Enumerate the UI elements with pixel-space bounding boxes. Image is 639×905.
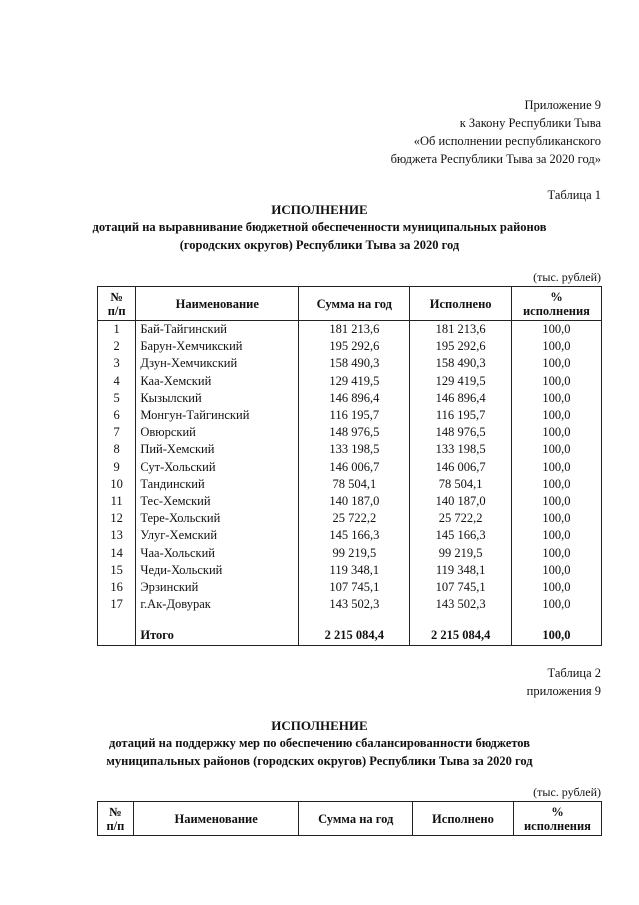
table2-subtitle-1: дотаций на поддержку мер по обеспечению сбалансированности бюджетов <box>109 736 530 750</box>
cell-num: 1 <box>98 321 136 339</box>
header-pct <box>511 287 601 321</box>
cell-pct: 100,0 <box>511 579 601 596</box>
cell-sum: 145 166,3 <box>299 527 410 544</box>
cell-pct: 100,0 <box>511 390 601 407</box>
table-row <box>98 527 602 544</box>
table1-subtitle-1: дотаций на выравнивание бюджетной обеспеченности муниципальных районов <box>92 220 547 234</box>
table2-header-pct-line-1: % <box>551 804 564 819</box>
table-row <box>98 476 602 493</box>
cell-sum: 107 745,1 <box>299 579 410 596</box>
table-row <box>98 390 602 407</box>
table2-title: ИСПОЛНЕНИЕ <box>271 718 368 733</box>
cell-num: 6 <box>98 407 136 424</box>
appendix-heading <box>391 96 601 168</box>
header-sum: Сумма на год <box>299 287 410 321</box>
cell-sum: 99 219,5 <box>299 545 410 562</box>
table2-subtitle-2: муниципальных районов (городских округов) Республики Тыва за 2020 год <box>106 754 533 768</box>
spacer-cell <box>299 613 410 627</box>
cell-exec: 143 502,3 <box>410 596 511 613</box>
cell-num: 10 <box>98 476 136 493</box>
cell-num: 9 <box>98 459 136 476</box>
cell-pct: 100,0 <box>511 355 601 372</box>
cell-pct: 100,0 <box>511 424 601 441</box>
cell-num: 8 <box>98 441 136 458</box>
cell-exec: 116 195,7 <box>410 407 511 424</box>
cell-sum: 158 490,3 <box>299 355 410 372</box>
cell-name: Каа-Хемский <box>136 373 299 390</box>
cell-name: Овюрский <box>136 424 299 441</box>
table2-header-sum: Сумма на год <box>299 802 413 836</box>
table-row <box>98 562 602 579</box>
cell-pct: 100,0 <box>511 459 601 476</box>
cell-pct: 100,0 <box>511 321 601 339</box>
cell-sum: 146 896,4 <box>299 390 410 407</box>
cell-num: 16 <box>98 579 136 596</box>
spacer-row <box>98 613 602 627</box>
table-row <box>98 373 602 390</box>
total-sum: 2 215 084,4 <box>299 627 410 645</box>
table-row <box>98 545 602 562</box>
cell-exec: 25 722,2 <box>410 510 511 527</box>
cell-sum: 195 292,6 <box>299 338 410 355</box>
appendix-line-3: «Об исполнении республиканского <box>413 134 601 148</box>
header-pct-line-2: исполнения <box>522 303 590 318</box>
header-num-line-1: № <box>110 289 123 304</box>
cell-name: Сут-Хольский <box>136 459 299 476</box>
cell-pct: 100,0 <box>511 407 601 424</box>
table2-header-pct <box>513 802 601 836</box>
cell-num: 15 <box>98 562 136 579</box>
cell-exec: 140 187,0 <box>410 493 511 510</box>
table1-body <box>98 321 602 646</box>
cell-sum: 129 419,5 <box>299 373 410 390</box>
cell-sum: 140 187,0 <box>299 493 410 510</box>
cell-sum: 143 502,3 <box>299 596 410 613</box>
cell-name: Чеди-Хольский <box>136 562 299 579</box>
cell-pct: 100,0 <box>511 527 601 544</box>
table1 <box>97 286 602 646</box>
cell-name: Дзун-Хемчикский <box>136 355 299 372</box>
spacer-cell <box>136 613 299 627</box>
cell-num: 12 <box>98 510 136 527</box>
cell-name: Пий-Хемский <box>136 441 299 458</box>
cell-pct: 100,0 <box>511 596 601 613</box>
cell-num: 11 <box>98 493 136 510</box>
table-row <box>98 441 602 458</box>
cell-name: Тандинский <box>136 476 299 493</box>
table-row <box>98 493 602 510</box>
header-num <box>98 287 136 321</box>
table-row <box>98 321 602 339</box>
cell-sum: 146 006,7 <box>299 459 410 476</box>
total-num <box>98 627 136 645</box>
cell-exec: 146 006,7 <box>410 459 511 476</box>
cell-sum: 116 195,7 <box>299 407 410 424</box>
table1-title: ИСПОЛНЕНИЕ <box>271 202 368 217</box>
cell-num: 7 <box>98 424 136 441</box>
cell-name: Тес-Хемский <box>136 493 299 510</box>
total-exec: 2 215 084,4 <box>410 627 511 645</box>
appendix-line-2: к Закону Республики Тыва <box>459 116 601 130</box>
table-row <box>98 596 602 613</box>
cell-name: г.Ак-Довурак <box>136 596 299 613</box>
cell-num: 5 <box>98 390 136 407</box>
table-row <box>98 459 602 476</box>
cell-exec: 99 219,5 <box>410 545 511 562</box>
cell-pct: 100,0 <box>511 493 601 510</box>
cell-exec: 133 198,5 <box>410 441 511 458</box>
cell-name: Монгун-Тайгинский <box>136 407 299 424</box>
spacer-cell <box>511 613 601 627</box>
spacer-cell <box>98 613 136 627</box>
header-pct-line-1: % <box>550 289 563 304</box>
table2-label-2: приложения 9 <box>526 684 601 698</box>
table2-label <box>527 664 601 700</box>
cell-sum: 148 976,5 <box>299 424 410 441</box>
cell-exec: 148 976,5 <box>410 424 511 441</box>
table2-header-exec: Исполнено <box>413 802 514 836</box>
table1-units: (тыс. рублей) <box>533 270 601 284</box>
header-name: Наименование <box>136 287 299 321</box>
cell-pct: 100,0 <box>511 510 601 527</box>
total-name: Итого <box>136 627 299 645</box>
cell-num: 14 <box>98 545 136 562</box>
cell-exec: 181 213,6 <box>410 321 511 339</box>
cell-exec: 146 896,4 <box>410 390 511 407</box>
cell-sum: 25 722,2 <box>299 510 410 527</box>
table2-label-1: Таблица 2 <box>547 666 601 680</box>
table2-header-name: Наименование <box>133 802 299 836</box>
appendix-line-4: бюджета Республики Тыва за 2020 год» <box>390 152 601 166</box>
cell-exec: 129 419,5 <box>410 373 511 390</box>
cell-exec: 158 490,3 <box>410 355 511 372</box>
cell-num: 4 <box>98 373 136 390</box>
total-pct: 100,0 <box>511 627 601 645</box>
table2-header-num <box>98 802 134 836</box>
cell-sum: 133 198,5 <box>299 441 410 458</box>
cell-sum: 119 348,1 <box>299 562 410 579</box>
table-row <box>98 355 602 372</box>
spacer-cell <box>410 613 511 627</box>
table1-subtitle-2: (городских округов) Республики Тыва за 2020 год <box>179 238 460 252</box>
cell-pct: 100,0 <box>511 373 601 390</box>
cell-pct: 100,0 <box>511 562 601 579</box>
cell-pct: 100,0 <box>511 338 601 355</box>
cell-exec: 78 504,1 <box>410 476 511 493</box>
cell-name: Тере-Хольский <box>136 510 299 527</box>
cell-pct: 100,0 <box>511 441 601 458</box>
cell-name: Кызылский <box>136 390 299 407</box>
table-row <box>98 510 602 527</box>
table-row <box>98 338 602 355</box>
cell-sum: 181 213,6 <box>299 321 410 339</box>
cell-pct: 100,0 <box>511 476 601 493</box>
cell-name: Чаа-Хольский <box>136 545 299 562</box>
header-num-line-2: п/п <box>107 303 126 318</box>
total-row <box>98 627 602 645</box>
table-row <box>98 579 602 596</box>
table-row <box>98 424 602 441</box>
table2-header-num-line-1: № <box>109 804 122 819</box>
cell-sum: 78 504,1 <box>299 476 410 493</box>
cell-num: 13 <box>98 527 136 544</box>
table2-header-pct-line-2: исполнения <box>523 818 591 833</box>
cell-name: Барун-Хемчикский <box>136 338 299 355</box>
cell-num: 17 <box>98 596 136 613</box>
table2-header-num-line-2: п/п <box>106 818 125 833</box>
cell-num: 3 <box>98 355 136 372</box>
cell-pct: 100,0 <box>511 545 601 562</box>
cell-name: Бай-Тайгинский <box>136 321 299 339</box>
table-row <box>98 407 602 424</box>
cell-exec: 195 292,6 <box>410 338 511 355</box>
cell-num: 2 <box>98 338 136 355</box>
header-exec: Исполнено <box>410 287 511 321</box>
table2-units: (тыс. рублей) <box>533 785 601 799</box>
appendix-line-1: Приложение 9 <box>524 98 601 112</box>
cell-name: Эрзинский <box>136 579 299 596</box>
table1-label: Таблица 1 <box>547 188 601 202</box>
cell-exec: 107 745,1 <box>410 579 511 596</box>
table2 <box>97 801 602 836</box>
cell-exec: 119 348,1 <box>410 562 511 579</box>
cell-name: Улуг-Хемский <box>136 527 299 544</box>
cell-exec: 145 166,3 <box>410 527 511 544</box>
